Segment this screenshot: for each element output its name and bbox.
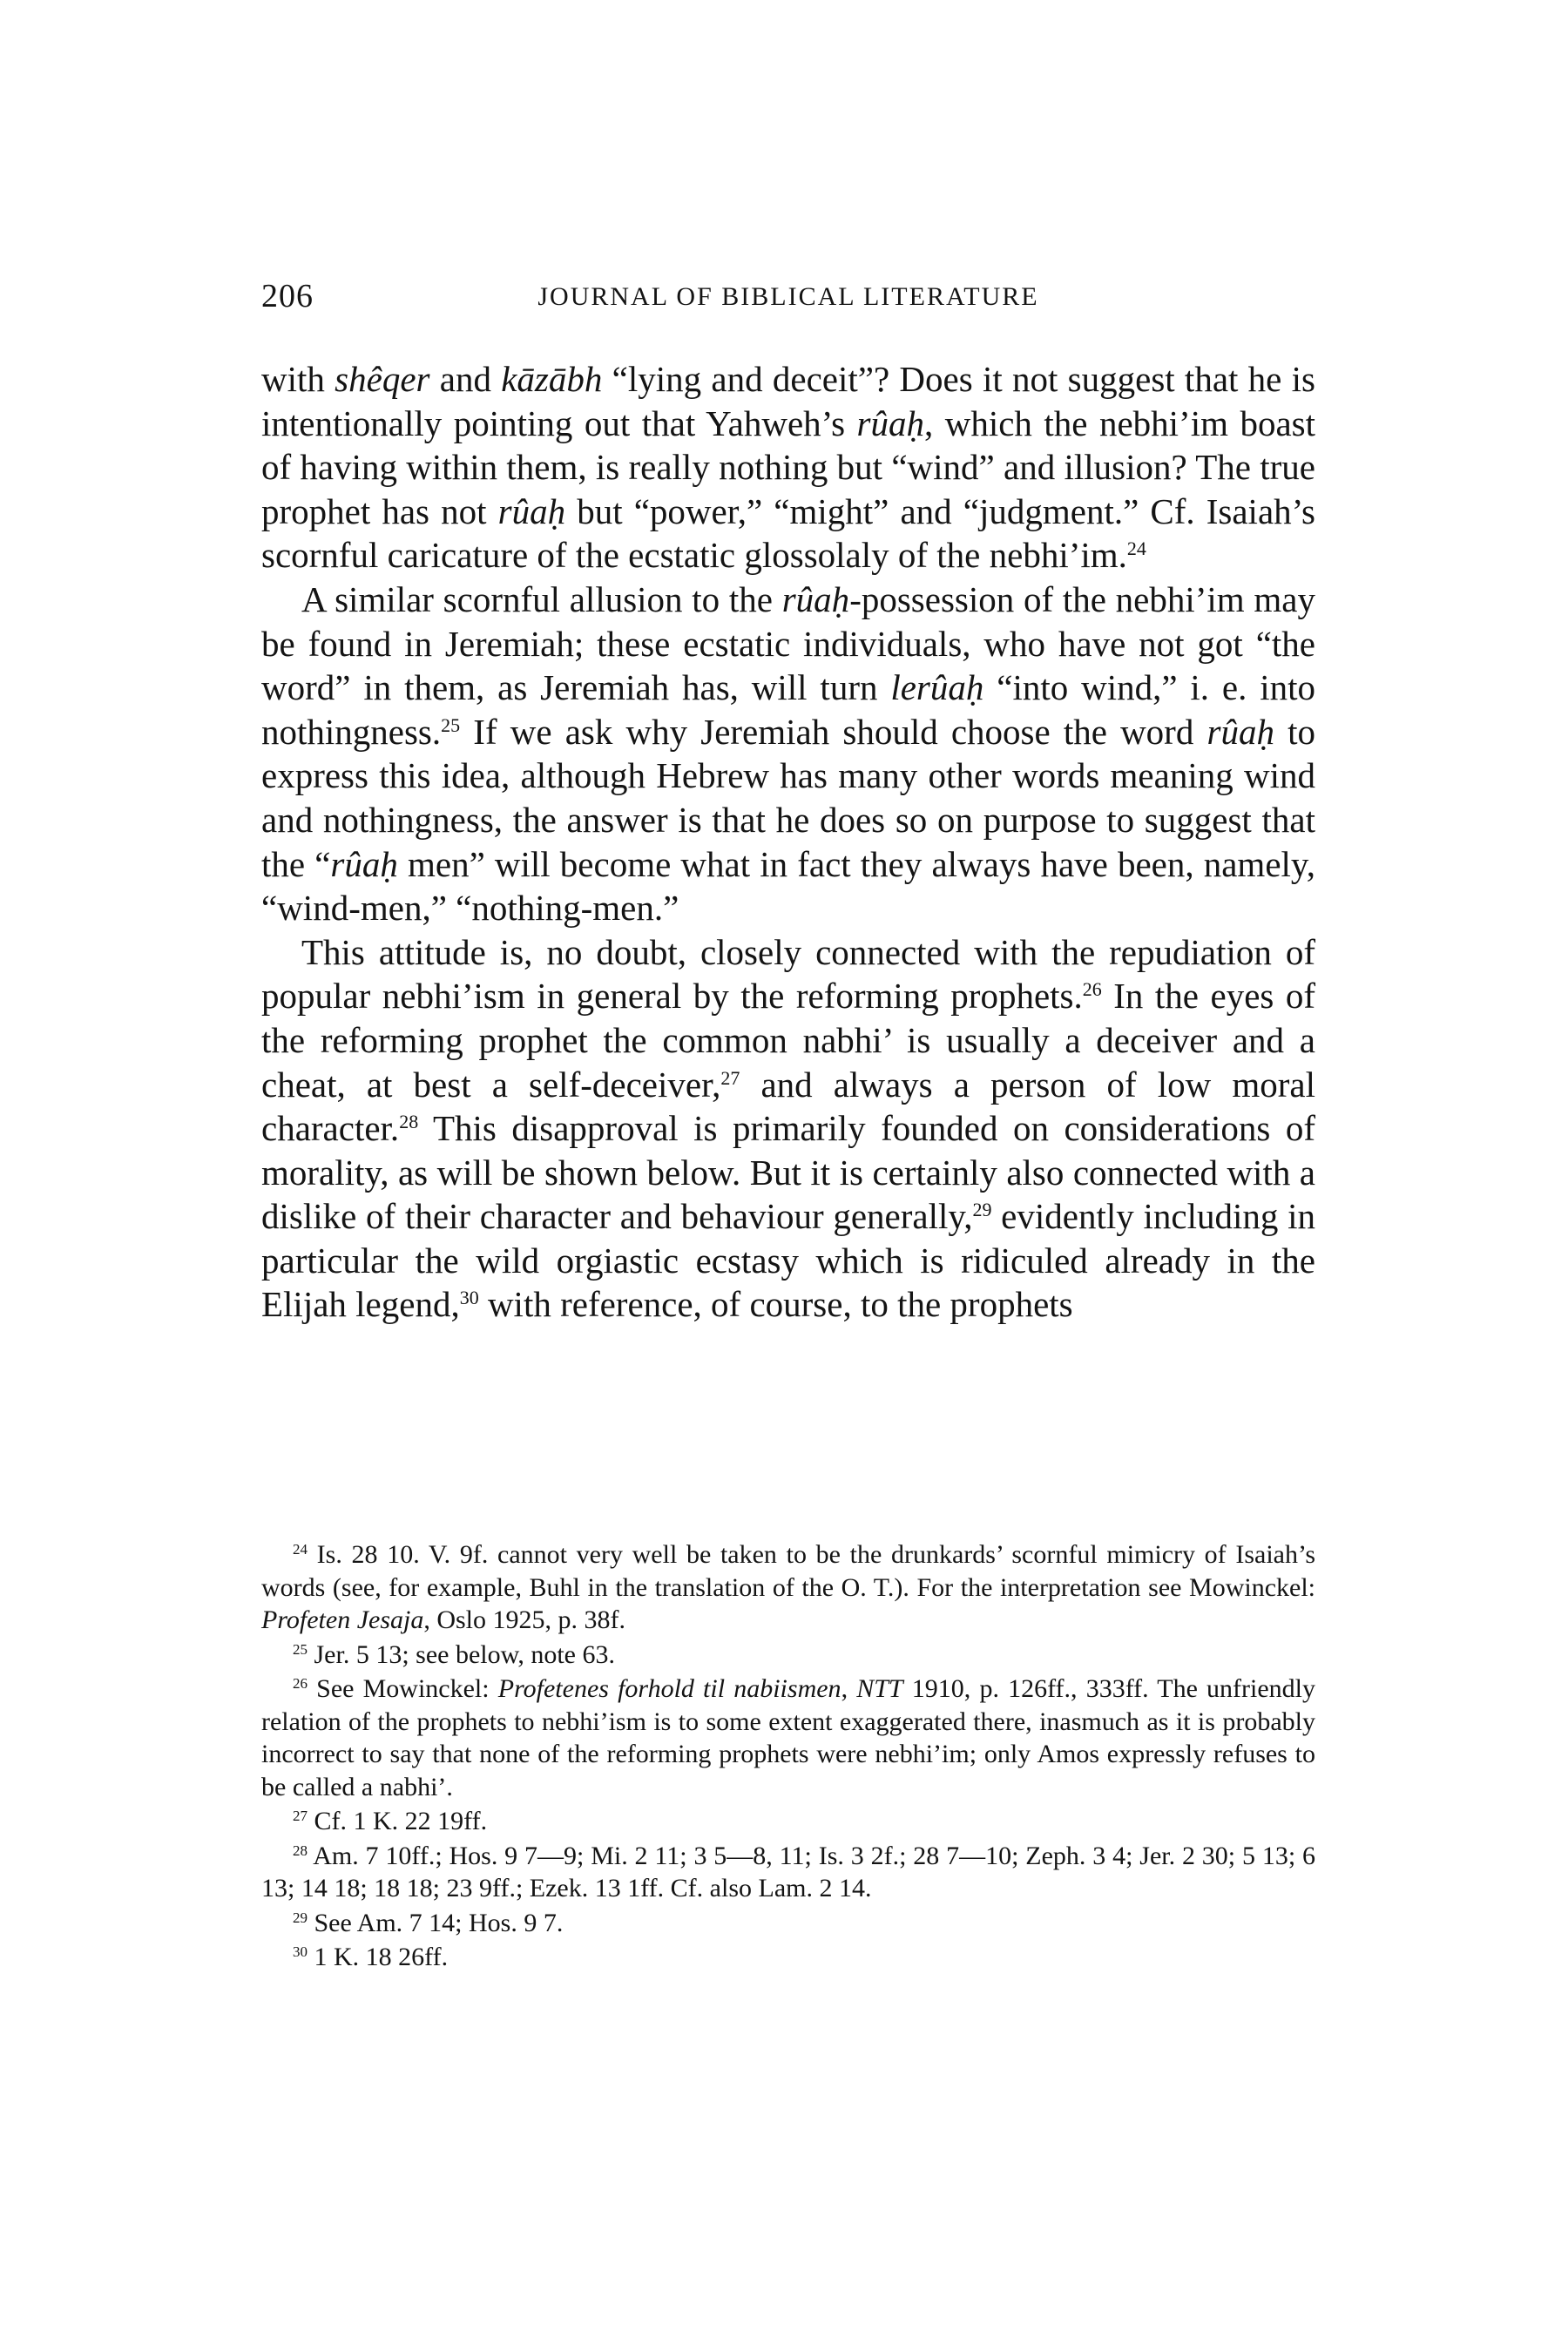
italic-term: kāzābh bbox=[501, 359, 603, 399]
text-run: men” will become what in fact they always have been, namely, “wind-men,” “nothing-men.” bbox=[261, 843, 1315, 929]
footnote-28 bbox=[261, 1840, 1315, 1905]
italic-term: rûaḥ bbox=[781, 578, 850, 619]
footnote-number: 25 bbox=[293, 1640, 308, 1658]
footnote-text: Is. 28 10. V. 9f. cannot very well be taken to be the drunkards’ scornful mimicry of Isaiah’s words (see, for example, Buhl in the translation of the O. T.). For the interpretation see Mowinckel: bbox=[261, 1540, 1315, 1602]
paragraph-1 bbox=[261, 357, 1315, 578]
footnote-text: , bbox=[841, 1674, 857, 1703]
footnote-text: Am. 7 10ff.; Hos. 9 7—9; Mi. 2 11; 3 5—8, 11; Is. 3 2f.; 28 7—10; Zeph. 3 4; Jer. 2 30; 5 13; 6 13; 14 18; 18 18; 23 9ff.; Ezek. 13 1ff. Cf. also Lam. 2 14. bbox=[261, 1841, 1315, 1903]
footnote-number: 24 bbox=[293, 1541, 308, 1558]
footnote-text: See Am. 7 14; Hos. 9 7. bbox=[308, 1908, 564, 1937]
text-run: A similar scornful allusion to the bbox=[301, 578, 782, 619]
text-run: with reference, of course, to the prophets bbox=[478, 1284, 1073, 1325]
footnote-24 bbox=[261, 1538, 1315, 1637]
italic-title: NTT bbox=[856, 1674, 903, 1703]
footnote-text: , Oslo 1925, p. 38f. bbox=[423, 1605, 625, 1634]
text-run: but “power,” “might” and “judgment.” Cf. Isaiah’s scornful caricature of the ecstatic glossolaly of the nebhi’im. bbox=[261, 490, 1315, 576]
text-run: “lying and deceit”? Does it not suggest that he is intentionally pointing out that Yahweh’s bbox=[261, 359, 1315, 443]
italic-term: rûaḥ bbox=[497, 490, 566, 531]
text-run: and bbox=[429, 359, 502, 399]
italic-term: shêqer bbox=[335, 359, 430, 399]
paragraph-2 bbox=[261, 578, 1315, 930]
italic-title: Profeten Jesaja bbox=[261, 1605, 424, 1634]
footnote-text: See Mowinckel: bbox=[308, 1674, 498, 1703]
footnote-number: 27 bbox=[293, 1808, 308, 1824]
text-run: “into wind,” i. e. into nothingness. bbox=[261, 667, 1315, 752]
page-header bbox=[261, 277, 1315, 321]
footnotes bbox=[261, 1538, 1315, 1976]
footnote-ref[interactable]: 25 bbox=[441, 713, 461, 736]
running-head: JOURNAL OF BIBLICAL LITERATURE bbox=[537, 282, 1039, 311]
footnote-26 bbox=[261, 1673, 1315, 1803]
text-run: with bbox=[261, 359, 335, 399]
text-run: and always a person of low moral character. bbox=[261, 1064, 1315, 1149]
footnote-25 bbox=[261, 1639, 1315, 1672]
text-run: In the eyes of the reforming prophet the common nabhi’ is usually a deceiver and a cheat, at best a self-deceiver, bbox=[261, 976, 1316, 1105]
footnote-27 bbox=[261, 1805, 1315, 1838]
footnote-text: Cf. 1 K. 22 19ff. bbox=[308, 1807, 488, 1835]
footnote-number: 30 bbox=[293, 1943, 308, 1960]
footnote-ref[interactable]: 24 bbox=[1126, 537, 1146, 560]
footnote-ref[interactable]: 29 bbox=[972, 1199, 992, 1221]
footnote-ref[interactable]: 28 bbox=[399, 1111, 419, 1133]
text-run: If we ask why Jeremiah should choose the word bbox=[460, 711, 1207, 752]
text-run: to express this idea, although Hebrew has many other words meaning wind and nothingness, the answer is that he does so on purpose to suggest that the “ bbox=[261, 711, 1315, 884]
text-run: -possession of the nebhi’im may be found in Jeremiah; these ecstatic individuals, who have not got “the word” in them, as Jeremiah has, will turn bbox=[261, 578, 1315, 708]
italic-title: Profetenes forhold til nabiismen bbox=[497, 1674, 841, 1703]
paragraph-3 bbox=[261, 930, 1315, 1327]
footnote-number: 29 bbox=[293, 1909, 308, 1926]
text-run: This attitude is, no doubt, closely connected with the repudiation of popular nebhi’ism in general by the reforming prophets. bbox=[261, 931, 1315, 1017]
italic-term: rûaḥ bbox=[856, 402, 924, 443]
footnote-text: 1910, p. 126ff., 333ff. The unfriendly relation of the prophets to nebhi’ism is to some extent exaggerated there, inasmuch as it is probably incorrect to say that none of the reforming prophets were nebhi’im; only Amos expressly refuses to be called a nabhi’. bbox=[261, 1674, 1316, 1801]
italic-term: rûaḥ bbox=[1206, 711, 1274, 752]
footnote-text: 1 K. 18 26ff. bbox=[308, 1943, 449, 1971]
footnote-number: 28 bbox=[293, 1842, 308, 1859]
text-run: , which the nebhi’im boast of having within them, is really nothing but “wind” and illusion? The true prophet has not bbox=[261, 402, 1315, 531]
footnote-29 bbox=[261, 1907, 1315, 1940]
footnote-ref[interactable]: 30 bbox=[459, 1287, 479, 1309]
footnote-text: Jer. 5 13; see below, note 63. bbox=[308, 1639, 615, 1669]
footnote-ref[interactable]: 26 bbox=[1082, 978, 1102, 1001]
italic-term: rûaḥ bbox=[330, 843, 398, 884]
text-run: evidently including in particular the wild orgiastic ecstasy which is ridiculed already in the Elijah legend, bbox=[261, 1196, 1315, 1325]
body-text bbox=[261, 357, 1315, 1327]
page-number: 206 bbox=[261, 278, 314, 314]
italic-term: lerûaḥ bbox=[890, 667, 984, 708]
footnote-30 bbox=[261, 1941, 1315, 1974]
footnote-ref[interactable]: 27 bbox=[720, 1066, 740, 1089]
text-run: This disapproval is primarily founded on considerations of morality, as will be shown below. But it is certainly also connected with a dislike of their character and behaviour generally, bbox=[261, 1108, 1315, 1237]
footnote-number: 26 bbox=[293, 1675, 308, 1692]
